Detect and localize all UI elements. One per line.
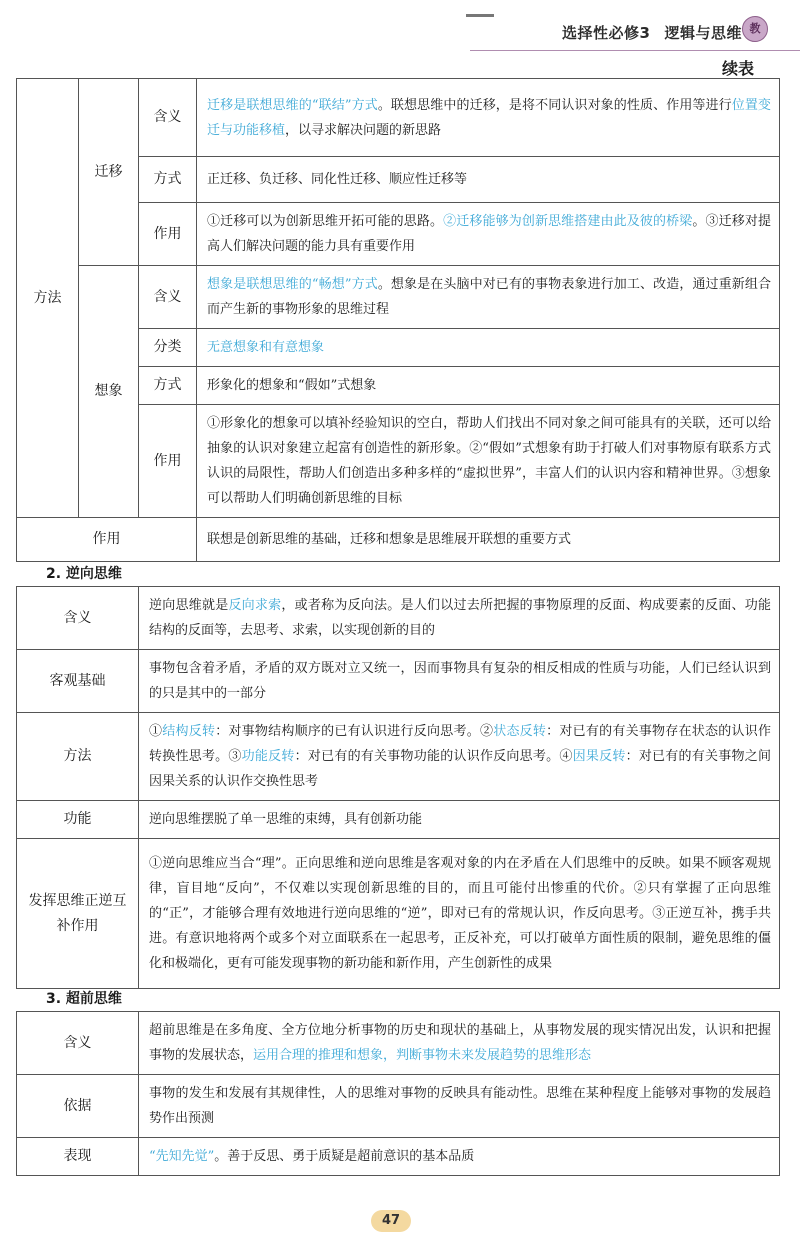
row-label: 作用 (139, 405, 197, 518)
body-text: ：对已有的有关事物之间因果关系的认识作交换性思考 (149, 749, 771, 789)
body-text: ①形象化的想象可以填补经验知识的空白，帮助人们找出不同对象之间可能具有的关联，还可以给抽象的认识对象建立起富有创造性的新形象。②“假如”式想象有助于打破人们对事物原有联系方式认识的局限性，帮助人们创造出多种多样的“虚拟世界”，丰富人们的认识内容和精神世界。③想象可以帮助人们明确创新思维的目标 (207, 416, 771, 506)
row-content (139, 713, 780, 801)
reverse-thinking-table (16, 586, 780, 989)
row-content (197, 329, 780, 367)
highlighted-text: 想象是联想思维的“畅想”方式 (207, 277, 378, 292)
row-content (139, 801, 780, 839)
row-label: 方式 (139, 157, 197, 203)
header-book: 选择性必修3 (562, 24, 651, 42)
body-text: 形象化的想象和“假如”式想象 (207, 378, 377, 393)
forward-thinking-table (16, 1011, 780, 1176)
header-mark (466, 14, 494, 17)
body-text: ①迁移可以为创新思维开拓可能的思路。 (207, 214, 444, 229)
highlighted-text: “先知先觉” (149, 1149, 215, 1164)
body-text: ① (149, 724, 163, 739)
row-label: 客观基础 (17, 650, 139, 713)
highlighted-text: 因果反转 (572, 749, 626, 764)
body-text: ：对已有的有关事物存在状态的认识作转换性思考。③ (149, 724, 771, 764)
row-content (197, 405, 780, 518)
row-content (197, 266, 780, 329)
row-content (139, 1012, 780, 1075)
highlighted-text: 结构反转 (162, 724, 216, 739)
highlighted-text: 状态反转 (493, 724, 547, 739)
row-content (139, 650, 780, 713)
body-text: 。联想思维中的迁移，是将不同认识对象的性质、作用等进行 (377, 97, 732, 113)
method-table (16, 78, 780, 562)
imagination-label: 想象 (79, 266, 139, 518)
body-text: ：对事物结构顺序的已有认识进行反向思考。② (215, 724, 494, 739)
body-text: 逆向思维摆脱了单一思维的束缚，具有创新功能 (149, 812, 423, 827)
row-label: 分类 (139, 329, 197, 367)
highlighted-text: 功能反转 (241, 749, 295, 764)
page-number: 47 (371, 1210, 411, 1232)
body-text: 联想是创新思维的基础，迁移和想象是思维展开联想的重要方式 (207, 532, 572, 547)
transfer-label: 迁移 (79, 79, 139, 266)
row-label: 方法 (17, 713, 139, 801)
row-label: 功能 (17, 801, 139, 839)
book-logo-icon: 教 (742, 16, 768, 42)
row-label: 方式 (139, 367, 197, 405)
category-cell: 方法 (17, 79, 79, 518)
row-content (197, 203, 780, 266)
header-title (562, 22, 742, 43)
body-text: ，或者称为反向法。是人们以过去所把握的事物原理的反面、构成要素的反面、功能结构的反面等，去思考、求索，以实现创新的目的 (149, 598, 771, 638)
row-content (139, 839, 780, 989)
body-text: 。想象是在头脑中对已有的事物表象进行加工、改造，通过重新组合而产生新的事物形象的思维过程 (207, 277, 771, 317)
row-label: 含义 (139, 79, 197, 157)
body-text: ①逆向思维应当合“理”。正向思维和逆向思维是客观对象的内在矛盾在人们思维中的反映。如果不顾客观规律，盲目地“反向”，不仅难以实现创新思维的目的，而且可能付出惨重的代价。②只有掌握了正向思维的“正”，才能够合理有效地进行逆向思维的“逆”，即对已有的常规认识，作反向思考。③正逆互补，携手共进。有意识地将两个或多个对立面联系在一起思考，正反补充，可以打破单方面性质的限制，避免思维的僵化和极端化，更有可能发现事物的新功能和新作用，产生创新性的成果 (149, 856, 771, 971)
row-content (139, 1075, 780, 1138)
body-text: 事物的发生和发展有其规律性，人的思维对事物的反映具有能动性。思维在某种程度上能够对事物的发展趋势作出预测 (149, 1086, 771, 1126)
body-text: ，以寻求解决问题的新思路 (285, 122, 442, 138)
row-content (139, 1138, 780, 1176)
body-text: ：对已有的有关事物功能的认识作反向思考。④ (294, 749, 573, 764)
row-label: 依据 (17, 1075, 139, 1138)
body-text: 超前思维是在多角度、全方位地分析事物的历史和现状的基础上，从事物发展的现实情况出发，认识和把握事物的发展状态， (149, 1023, 771, 1063)
row-content (197, 79, 780, 157)
body-text: 逆向思维就是 (149, 598, 229, 613)
highlighted-text: ②迁移能够为创新思维搭建由此及彼的桥梁 (443, 214, 693, 229)
row-label: 发挥思维正逆互补作用 (17, 839, 139, 989)
highlighted-text: 运用合理的推理和想象，判断事物未来发展趋势的思维形态 (253, 1048, 592, 1063)
row-label: 作用 (139, 203, 197, 266)
page-header (0, 14, 800, 48)
row-label: 含义 (139, 266, 197, 329)
row-content (139, 587, 780, 650)
body-text: 事物包含着矛盾，矛盾的双方既对立又统一，因而事物具有复杂的相反相成的性质与功能，人们已经认识到的只是其中的一部分 (149, 661, 771, 701)
highlighted-text: 迁移是联想思维的“联结”方式 (207, 97, 378, 113)
row-label: 含义 (17, 1012, 139, 1075)
section-title: 2. 逆向思维 (46, 566, 122, 582)
row-label: 含义 (17, 587, 139, 650)
body-text: 。善于反思、勇于质疑是超前意识的基本品质 (214, 1149, 475, 1164)
header-subject: 逻辑与思维 (664, 24, 742, 42)
row-content (197, 367, 780, 405)
body-text: 。③迁移对提高人们解决问题的能力具有重要作用 (207, 214, 771, 254)
highlighted-text: 反向求索 (228, 598, 282, 613)
row-content (197, 518, 780, 562)
header-divider (470, 50, 800, 51)
continued-label: 续表 (721, 59, 754, 78)
highlighted-text: 无意想象和有意想象 (207, 340, 325, 355)
row-content (197, 157, 780, 203)
section-title: 3. 超前思维 (46, 991, 122, 1007)
row-label: 表现 (17, 1138, 139, 1176)
body-text: 正迁移、负迁移、同化性迁移、顺应性迁移等 (207, 172, 468, 187)
highlighted-text: 位置变迁与功能移植 (207, 97, 771, 138)
function-label: 作用 (17, 518, 197, 562)
